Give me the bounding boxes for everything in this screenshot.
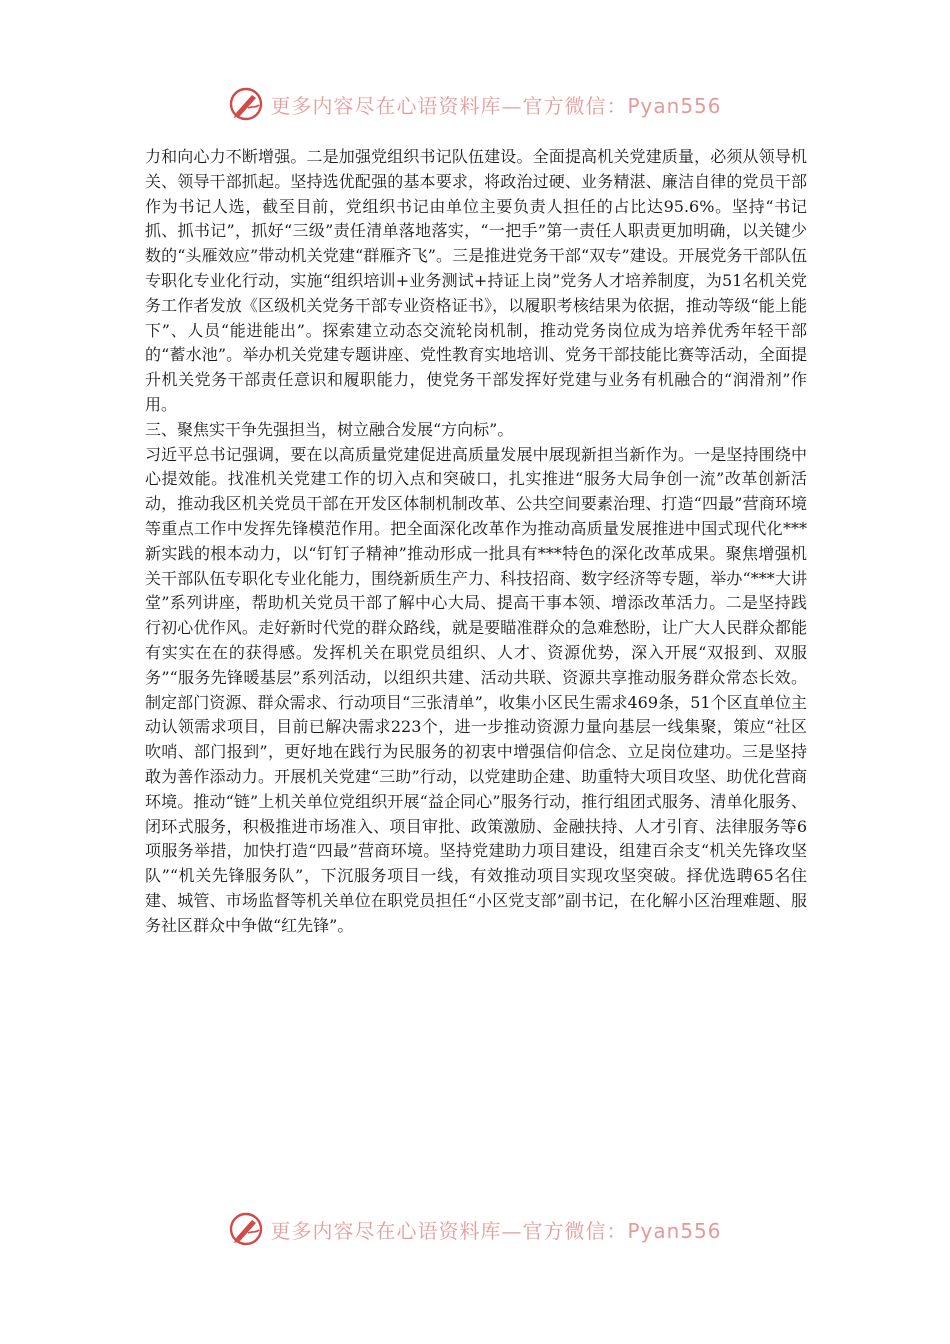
header-slogan: 更多内容尽在心语资料库—官方微信： [270, 93, 628, 118]
header-wechat-id: Pyan556 [627, 93, 722, 118]
body-paragraph-2: 习近平总书记强调，要在以高质量党建促进高质量发展中展现新担当新作为。一是坚持围绕中心提效能。找准机关党建工作的切入点和突破口，扎实推进“服务大局争创一流”改革创新活动，推动我区机关党员干部在开发区体制机制改革、公共空间要素治理、打造“四最”营商环境等重点工作中发挥先锋模范作用。把全面深化改革作为推动高质量发展推进中国式现代化***新实践的根本动力，以“钉钉子精神”推动形成一批具有***特色的深化改革成果。聚焦增强机关干部队伍专职化专业化能力，围绕新质生产力、科技招商、数字经济等专题，举办“***大讲堂”系列讲座，帮助机关党员干部了解中心大局、提高干事本领、增添改革活力。二是坚持践行初心优作风。走好新时代党的群众路线，就是要瞄准群众的急难愁盼，让广大人民群众都能有实实在在的获得感。发挥机关在职党员组织、人才、资源优势，深入开展“双报到、双服务”“服务先锋暖基层”系列活动，以组织共建、活动共联、资源共享推动服务群众常态长效。制定部门资源、群众需求、行动项目“三张清单”，收集小区民生需求469条，51个区直单位主动认领需求项目，目前已解决需求223个，进一步推动资源力量向基层一线集聚，策应“社区吹哨、部门报到”，更好地在践行为民服务的初衷中增强信仰信念、立足岗位建功。三是坚持敢为善作添动力。开展机关党建“三助”行动，以党建助企建、助重特大项目攻坚、助优化营商环境。推动“链”上机关单位党组织开展“益企同心”服务行动，推行组团式服务、清单化服务、闭环式服务，积极推进市场准入、项目审批、政策激励、金融扶持、人才引育、法律服务等6项服务举措，加快打造“四最”营商环境。坚持党建助力项目建设，组建百余支“机关先锋攻坚队”“机关先锋服务队”，下沉服务项目一线，有效推动项目实现攻坚突破。择优选聘65名住建、城管、市场监督等机关单位在职党员担任“小区党支部”副书记，在化解小区治理难题、服务社区群众中争做“红先锋”。 [145, 444, 807, 935]
section-heading-3: 三、聚焦实干争先强担当，树立融合发展“方向标”。 [145, 419, 514, 439]
pen-logo-icon [228, 1211, 264, 1247]
pen-logo-icon [228, 86, 264, 122]
footer-banner-text [270, 1215, 721, 1244]
footer-banner [0, 1209, 950, 1249]
document-body [145, 145, 807, 939]
header-banner [0, 84, 950, 124]
body-paragraph-1: 力和向心力不断增强。二是加强党组织书记队伍建设。全面提高机关党建质量，必须从领导机关、领导干部抓起。坚持选优配强的基本要求，将政治过硬、业务精湛、廉洁自律的党员干部作为书记人选，截至目前，党组织书记由单位主要负责人担任的占比达95.6%。坚持“书记抓、抓书记”，抓好“三级”责任清单落地落实，“一把手”第一责任人职责更加明确，以关键少数的“头雁效应”带动机关党建“群雁齐飞”。三是推进党务干部“双专”建设。开展党务干部队伍专职化专业化行动，实施“组织培训+业务测试+持证上岗”党务人才培养制度，为51名机关党务工作者发放《区级机关党务干部专业资格证书》，以履职考核结果为依据，推动等级“能上能下”、人员“能进能出”。探索建立动态交流轮岗机制，推动党务岗位成为培养优秀年轻干部的“蓄水池”。举办机关党建专题讲座、党性教育实地培训、党务干部技能比赛等活动，全面提升机关党务干部责任意识和履职能力，使党务干部发挥好党建与业务有机融合的“润滑剂”作用。 [145, 147, 807, 414]
header-banner-text [270, 90, 721, 119]
footer-wechat-id: Pyan556 [627, 1218, 722, 1243]
footer-slogan: 更多内容尽在心语资料库—官方微信： [270, 1218, 628, 1243]
